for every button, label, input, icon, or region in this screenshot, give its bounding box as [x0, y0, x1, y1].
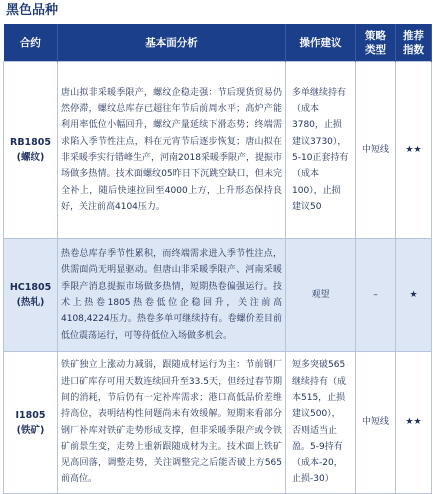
recommendation-table	[3, 24, 432, 494]
strategy-cell: 中短线	[356, 352, 396, 494]
rating-stars: ★	[396, 239, 432, 352]
contract-name: (螺纹)	[16, 152, 45, 163]
header-strategy	[356, 24, 396, 62]
contract-cell	[4, 352, 58, 494]
contract-cell	[4, 239, 58, 352]
rating-stars: ★★	[396, 352, 432, 494]
table-header-row	[4, 24, 432, 62]
header-analysis: 基本面分析	[58, 24, 286, 62]
header-rating	[396, 24, 432, 62]
contract-name: (热轧)	[16, 297, 45, 308]
contract-cell	[4, 62, 58, 239]
header-strategy-line2: 类型	[365, 43, 386, 56]
header-strategy-line1: 策略	[365, 29, 386, 42]
rating-stars: ★★	[396, 62, 432, 239]
analysis-cell: 热卷总库存季节性累积，而终端需求进入季节性注点，供需面尚无明显驱动。但唐山非采暖季限产、河南采暖季限产消息提振市场做多热情，短期热卷偏强运行。技术上热卷1805热卷低位企稳回升，关注前高4108,4224压力。热卷多单可继续持有。卷螺价差目前低位震荡运行，可等待低位入场做多机会。	[58, 239, 286, 352]
header-rating-line2: 指数	[403, 43, 424, 56]
contract-code: HC1805	[9, 282, 52, 293]
header-contract: 合约	[4, 24, 58, 62]
header-rating-line1: 推荐	[403, 29, 424, 42]
header-advice: 操作建议	[286, 24, 356, 62]
advice-cell: 观望	[286, 239, 356, 352]
strategy-cell: –	[356, 239, 396, 352]
advice-cell: 短多突破565继续持有（成本515，止损建议500），否则适当止盈。5-9持有（成本-20，止损-30）	[286, 352, 356, 494]
contract-code: I1805	[15, 409, 46, 421]
table-row	[4, 352, 432, 494]
section-title: 黑色品种	[6, 3, 59, 18]
contract-name: (铁矿)	[16, 424, 45, 436]
contract-code: RB1805	[10, 137, 51, 148]
advice-cell: 多单继续持有（成本3780，止损建议3730），5-10正套持有（成本100），止损建议50	[286, 62, 356, 239]
analysis-cell: 铁矿独立上涨动力减弱，跟随成材运行为主：节前钢厂进口矿库存可用天数连续回升至33.5天，但经过春节期间的消耗，节后仍有一定补库需求；港口高低品价差维持高位，表明结构性问题尚未有效缓解。短期来看部分钢厂补库对铁矿走势形成支撑，但非采暖季限产或令铁矿前景生变，走势上重新跟随成材为主。技术面上铁矿见高回落，调整走势，关注调整完之后能否破上方565前高位。	[58, 352, 286, 494]
table-row	[4, 239, 432, 352]
strategy-cell: 中短线	[356, 62, 396, 239]
analysis-cell: 唐山拟非采暖季限产，螺纹企稳走强：节后现货贸易仍然停滞，螺纹总库存已超往年节后前周水平；高炉产能利用率低位小幅回升，螺纹产量延续下滑态势；终端需求陷入季节性注点，料在元宵节后逐步恢复；唐山拟在非采暖季实行错峰生产，河南2018采暖季限产，提振市场做多热情。技术面螺纹05昨日下沉跳空缺口，但未完全补上，随后快速拉回至4000上方，上升形态保持良好，关注前高4104压力。	[58, 62, 286, 239]
table-row	[4, 62, 432, 239]
